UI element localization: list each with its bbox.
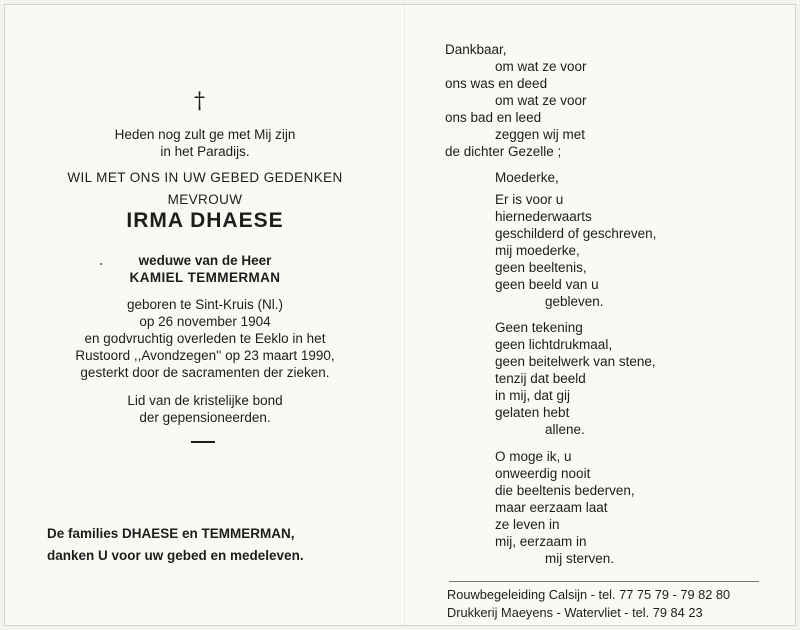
stanza-line: ze leven in (495, 517, 560, 532)
stanza-line: O moge ik, u (495, 449, 572, 464)
stanza-line: geen beitelwerk van stene, (495, 354, 656, 369)
right-page (405, 5, 795, 625)
intro-line: Heden nog zult ge met Mij zijn (114, 127, 296, 142)
memorial-card (4, 4, 796, 626)
stanza-line: mij, eerzaam in (495, 534, 587, 549)
stanza-line: onweerdig nooit (495, 466, 591, 481)
poem-title: Moederke, (495, 170, 559, 185)
stanza-line: geen beeld van u (495, 277, 599, 292)
life-details (45, 296, 365, 381)
stanza-line: mij moederke, (495, 243, 580, 258)
footer-rule (449, 581, 759, 582)
funeral-director-line: Rouwbegeleiding Calsijn - tel. 77 75 79 - 79 82 80 (447, 587, 731, 602)
life-line: geboren te Sint-Kruis (Nl.) (126, 297, 284, 312)
cross-icon: † (194, 89, 205, 114)
intro-line: om wat ze voor (495, 59, 587, 74)
stanza-line: die beeltenis bederven, (495, 483, 635, 498)
widow-line: weduwe van de Heer (138, 253, 272, 268)
stanza-line: geen beeltenis, (495, 260, 587, 275)
divider (191, 441, 215, 443)
life-line: en godvruchtig overleden te Eeklo in het (84, 331, 326, 346)
stanza-line: allene. (545, 422, 585, 437)
families-line: danken U voor uw gebed en medeleven. (47, 548, 304, 563)
left-page (5, 5, 405, 625)
intro-line: in het Paradijs. (160, 144, 250, 159)
stanza-line: in mij, dat gij (495, 388, 571, 403)
widow-info (45, 252, 365, 286)
intro-line: Dankbaar, (445, 42, 507, 57)
member-line: Lid van de kristelijke bond (127, 393, 283, 408)
member-line: der gepensioneerden. (139, 410, 271, 425)
intro-line: om wat ze voor (495, 93, 587, 108)
printer-line: Drukkerij Maeyens - Watervliet - tel. 79 84 23 (447, 605, 703, 620)
stanza-line: geen lichtdrukmaal, (495, 337, 613, 352)
stanza-line: mij sterven. (545, 551, 615, 566)
family-thanks (47, 523, 304, 567)
life-line: gesterkt door de sacramenten der zieken. (80, 365, 330, 380)
membership (45, 392, 365, 426)
stanza-line: tenzij dat beeld (495, 371, 586, 386)
gedenken-line: WIL MET ONS IN UW GEBED GEDENKEN (67, 170, 343, 185)
stanza-line: maar eerzaam laat (495, 500, 608, 515)
commemoration-request (45, 169, 365, 208)
life-line: Rustoord ,,Avondzegen'' op 23 maart 1990, (75, 348, 335, 363)
husband-name: KAMIEL TEMMERMAN (129, 270, 281, 285)
mevrouw-line: MEVROUW (167, 192, 243, 207)
stanza-line: Er is voor u (495, 192, 564, 207)
stanza-line: gebleven. (545, 294, 604, 309)
stanza-line: geschilderd of geschreven, (495, 226, 657, 241)
intro-verse (45, 126, 365, 160)
intro-line: zeggen wij met (495, 127, 586, 142)
stanza-line: hiernederwaarts (495, 209, 592, 224)
stanza-line: gelaten hebt (495, 405, 570, 420)
stanza-line: Geen tekening (495, 320, 583, 335)
families-line: De families DHAESE en TEMMERMAN, (47, 526, 295, 541)
deceased-name: IRMA DHAESE (126, 209, 284, 232)
life-line: op 26 november 1904 (139, 314, 271, 329)
intro-line: ons bad en leed (445, 110, 542, 125)
intro-line: de dichter Gezelle ; (445, 144, 562, 159)
intro-line: ons was en deed (445, 76, 548, 91)
